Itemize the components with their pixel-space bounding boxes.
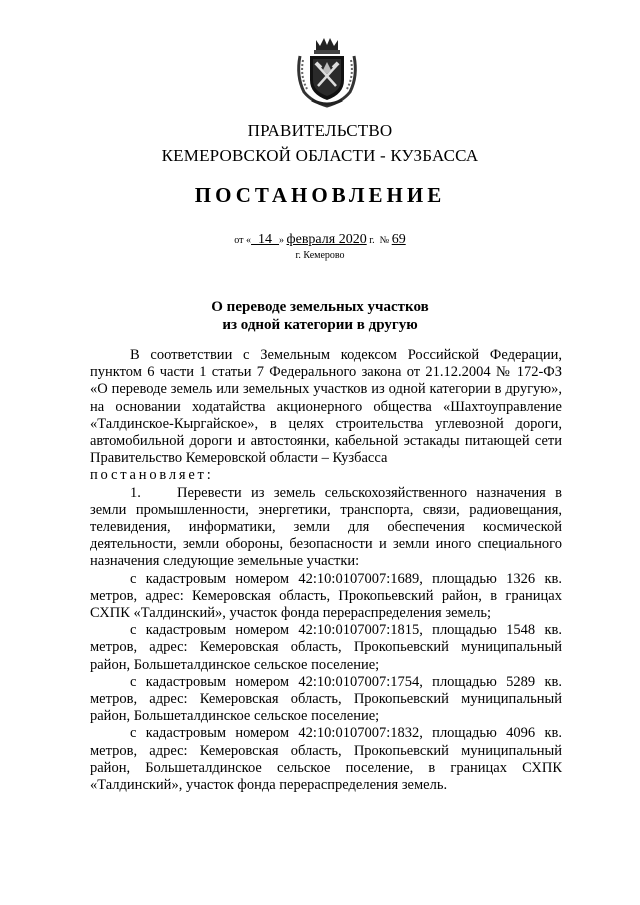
item-1-number: 1. — [130, 484, 141, 501]
document-type-title: ПОСТАНОВЛЕНИЕ — [194, 183, 446, 207]
item-1-text: Перевести из земель сельскохозяйственного назначения в земли промышленности, энергетики, транспорта, связи, радиовещания, телевидения, информатики, земли для обеспечения космической деятельности, земли обороны, безопасности и земли иного специального назначения следующие земельные участки: — [90, 484, 562, 570]
document-number: 69 — [391, 232, 406, 247]
document-body — [90, 347, 562, 794]
subject-line1: О переводе земельных участков — [211, 299, 429, 315]
date-month-year: февраля 2020 — [286, 232, 367, 247]
document-city: г. Кемерово — [295, 250, 345, 261]
preamble-paragraph: В соответствии с Земельным кодексом Российской Федерации, пунктом 6 части 1 статьи 7 Федерального закона от 21.12.2004 № 172-ФЗ «О переводе земель или земельных участков из одной категории в другую», на основании ходатайства акционерного общества «Шахтоуправление «Талдинское-Кыргайское», в целях строительства углевозной дороги, автомобильной дороги и автостоянки, кабельной эстакады питающей сети Правительство Кемеровской области – Кузбасса — [90, 347, 562, 467]
organization-name-line1: ПРАВИТЕЛЬСТВО — [247, 121, 393, 140]
document-dateline — [0, 232, 640, 248]
plot-item: с кадастровым номером 42:10:0107007:1815, площадью 1548 кв. метров, адрес: Кемеровская область, Прокопьевский муниципальный район, Большеталдинское сельское поселение; — [90, 622, 562, 673]
date-suffix: г. № — [366, 235, 392, 246]
plot-item: с кадастровым номером 42:10:0107007:1832, площадью 4096 кв. метров, адрес: Кемеровская область, Прокопьевский муниципальный район, Большеталдинское сельское поселение, в границах СХПК «Талдинский», участок фонда перераспределения земель. — [90, 725, 562, 794]
date-prefix: от « — [234, 235, 252, 246]
plot-item: с кадастровым номером 42:10:0107007:1689, площадью 1326 кв. метров, адрес: Кемеровская область, Прокопьевский район, в границах СХПК «Талдинский», участок фонда перераспределения земель; — [90, 570, 562, 622]
date-day: 14 — [251, 232, 280, 247]
plot-item: с кадастровым номером 42:10:0107007:1754, площадью 5289 кв. метров, адрес: Кемеровская область, Прокопьевский муниципальный район, Большеталдинское сельское поселение; — [90, 673, 562, 725]
subject-line2: из одной категории в другую — [222, 317, 418, 333]
item-1-paragraph — [90, 485, 562, 571]
date-mid: » — [279, 235, 287, 246]
document-subject — [0, 298, 640, 334]
organization-name-line2: КЕМЕРОВСКОЙ ОБЛАСТИ - КУЗБАССА — [161, 146, 479, 165]
resolves-word: постановляет: — [90, 467, 214, 484]
kemerovo-region-coat-of-arms-icon — [294, 36, 360, 108]
